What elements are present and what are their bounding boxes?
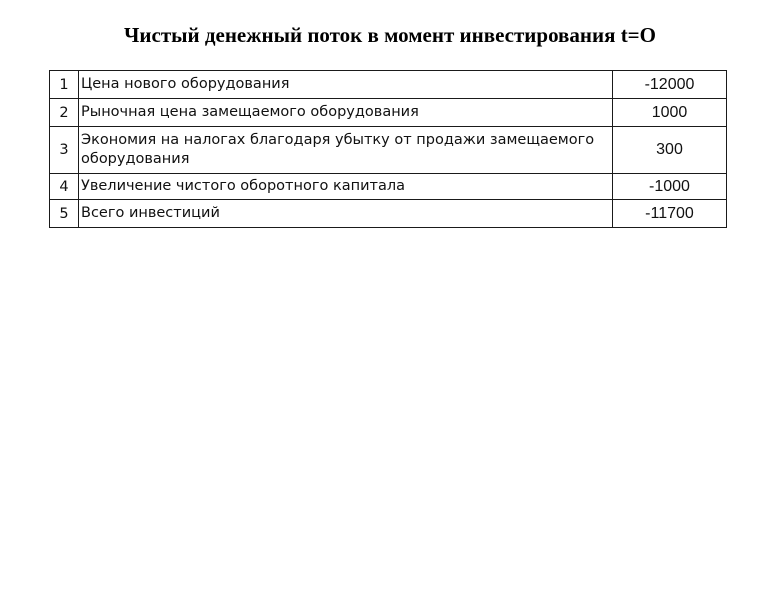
row-number: 2 <box>50 99 79 127</box>
table-row <box>50 174 727 200</box>
page-title: Чистый денежный поток в момент инвестирования t=O <box>123 23 656 47</box>
row-value: 1000 <box>613 99 727 127</box>
row-value: -1000 <box>613 174 727 200</box>
row-number: 3 <box>50 127 79 174</box>
row-number: 5 <box>50 200 79 228</box>
table-row <box>50 99 727 127</box>
row-number: 4 <box>50 174 79 200</box>
row-label: Увеличение чистого оборотного капитала <box>79 174 613 200</box>
row-number: 1 <box>50 71 79 99</box>
row-label: Экономия на налогах благодаря убытку от продажи замещаемого оборудования <box>79 127 613 174</box>
investment-cash-flow-table <box>49 70 727 228</box>
row-value: -11700 <box>613 200 727 228</box>
row-value: -12000 <box>613 71 727 99</box>
table-row <box>50 200 727 228</box>
row-label: Рыночная цена замещаемого оборудования <box>79 99 613 127</box>
row-label: Цена нового оборудования <box>79 71 613 99</box>
row-label: Всего инвестиций <box>79 200 613 228</box>
row-value: 300 <box>613 127 727 174</box>
table-row <box>50 127 727 174</box>
table-row <box>50 71 727 99</box>
